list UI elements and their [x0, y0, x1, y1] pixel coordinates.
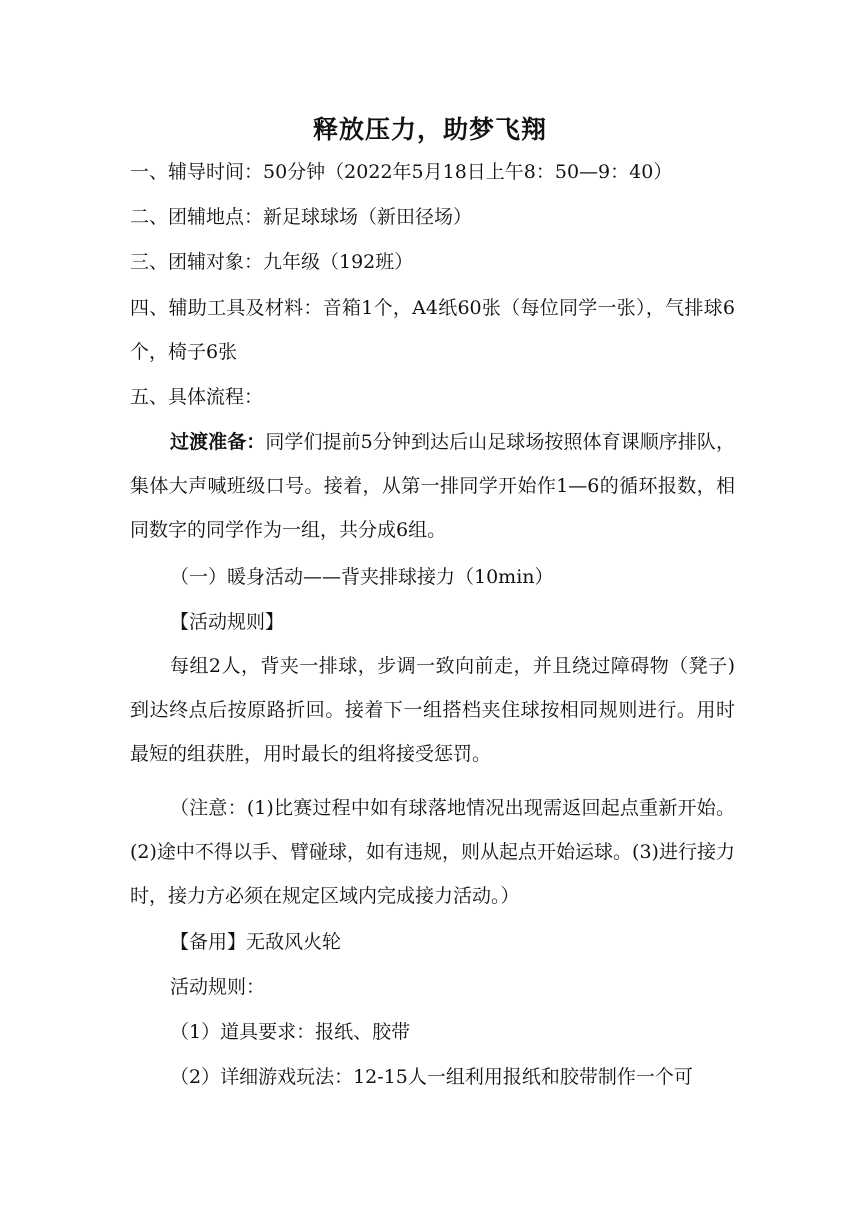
backup-rules-label: 活动规则：: [170, 976, 266, 998]
prep-text: 同学们提前5分钟到达后山足球场按照体育课顺序排队，集体大声喊班级口号。接着，从第一排同学开始作1—6的循环报数，相同数字的同学作为一组，共分成6组。: [130, 431, 735, 541]
prep-label: 过渡准备：: [170, 431, 266, 453]
backup-heading: 【备用】无敌风火轮: [170, 931, 342, 953]
section-time: 一、辅导时间：50分钟（2022年5月18日上午8：50—9：40）: [130, 161, 673, 183]
backup-item-2: （2）详细游戏玩法：12-15人一组利用报纸和胶带制作一个可: [170, 1066, 693, 1088]
section-target: 三、团辅对象：九年级（192班）: [130, 251, 414, 273]
section-process-heading: 五、具体流程：: [130, 386, 264, 408]
warmup-heading: （一）暖身活动——背夹排球接力（10min）: [170, 566, 554, 588]
prep-paragraph: [130, 420, 735, 552]
document-title: 释放压力，助梦飞翔: [312, 115, 547, 144]
section-place: 二、团辅地点：新足球球场（新田径场）: [130, 206, 473, 228]
backup-item-1: （1）道具要求：报纸、胶带: [170, 1021, 411, 1043]
rules-heading: 【活动规则】: [170, 611, 285, 633]
rules-paragraph: 每组2人，背夹一排球，步调一致向前走，并且绕过障碍物（凳子)到达终点后按原路折回。接着下一组搭档夹住球按相同规则进行。用时最短的组获胜，用时最长的组将接受惩罚。: [130, 655, 735, 765]
notes-paragraph: （注意：(1)比赛过程中如有球落地情况出现需返回起点重新开始。(2)途中不得以手、臂碰球，如有违规，则从起点开始运球。(3)进行接力时，接力方必须在规定区域内完成接力活动。）: [130, 797, 735, 907]
section-tools: 四、辅助工具及材料：音箱1个，A4纸60张（每位同学一张），气排球6个，椅子6张: [130, 297, 735, 363]
